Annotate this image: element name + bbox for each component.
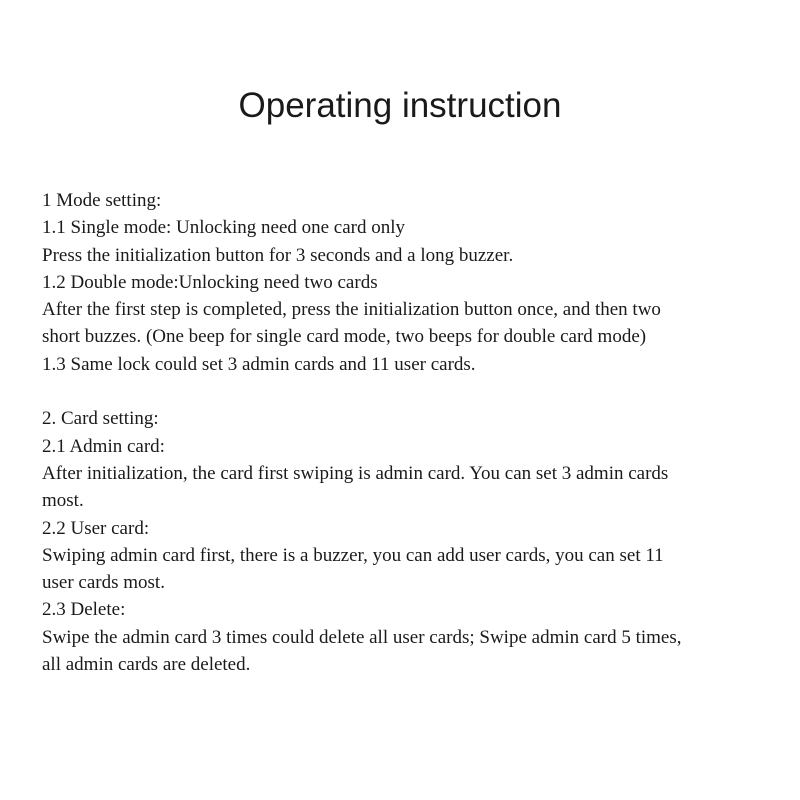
double-mode-description-line-2: short buzzes. (One beep for single card mode, two beeps for double card mode) bbox=[42, 326, 647, 348]
instruction-body bbox=[42, 187, 772, 678]
admin-card-heading: 2.1 Admin card: bbox=[42, 435, 165, 457]
user-card-description-line-2: user cards most. bbox=[42, 572, 165, 594]
double-mode-heading: 1.2 Double mode:Unlocking need two cards bbox=[42, 271, 378, 293]
user-card-description-line-1: Swiping admin card first, there is a buzzer, you can add user cards, you can set 11 bbox=[42, 544, 664, 566]
double-mode-description-line-1: After the first step is completed, press the initialization button once, and then two bbox=[42, 299, 661, 321]
user-card-heading: 2.2 User card: bbox=[42, 517, 150, 539]
single-mode-description: Press the initialization button for 3 seconds and a long buzzer. bbox=[42, 244, 514, 266]
delete-description-line-2: all admin cards are deleted. bbox=[42, 654, 251, 676]
delete-heading: 2.3 Delete: bbox=[42, 599, 126, 621]
single-mode-heading: 1.1 Single mode: Unlocking need one card only bbox=[42, 217, 406, 239]
delete-description-line-1: Swipe the admin card 3 times could delete all user cards; Swipe admin card 5 times, bbox=[42, 626, 682, 648]
section-2-heading: 2. Card setting: bbox=[42, 408, 159, 430]
page-title: Operating instruction bbox=[238, 86, 562, 125]
admin-card-description-line-1: After initialization, the card first swiping is admin card. You can set 3 admin cards bbox=[42, 462, 669, 484]
section-1-heading: 1 Mode setting: bbox=[42, 190, 162, 211]
section-spacer bbox=[42, 378, 772, 405]
lock-capacity-note: 1.3 Same lock could set 3 admin cards and 11 user cards. bbox=[42, 353, 476, 375]
admin-card-description-line-2: most. bbox=[42, 490, 84, 512]
